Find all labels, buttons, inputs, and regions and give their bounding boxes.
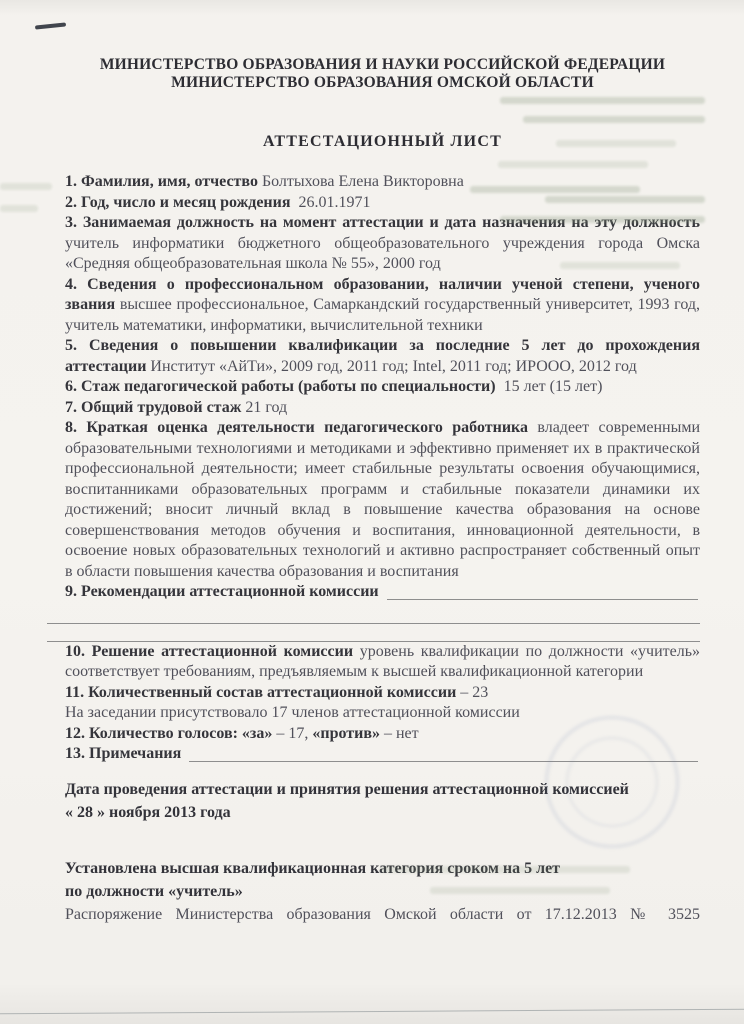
bleed-through-artifact [498, 161, 648, 168]
item-4-label: 4. Сведения о профессиональном образовании, наличии ученой степени, ученого звания [65, 275, 700, 313]
bleed-through-artifact [500, 216, 705, 223]
item-1-value: Болтыхова Елена Викторовна [261, 173, 464, 190]
item-6-value: 15 лет (15 лет) [503, 378, 603, 395]
bleed-through-artifact [560, 262, 680, 269]
order-reference-line: Распоряжение Министерства образования Омской области от 17.12.2013 № 3525 [65, 905, 700, 923]
blank-write-line [47, 624, 700, 642]
item-11-label: 11. Количественный состав аттестационной комиссии [65, 683, 457, 701]
item-4-education [65, 275, 700, 337]
item-9-label: 9. Рекомендации аттестационной комиссии [65, 583, 379, 600]
item-5-value: Институт «АйТи», 2009 год, 2011 год; Intel, 2011 год; ИРООО, 2012 год [150, 357, 637, 375]
blank-write-line [387, 582, 698, 600]
document-body [65, 172, 700, 765]
item-1-label: 1. Фамилия, имя, отчество [65, 173, 258, 190]
item-2-value: 26.01.1971 [298, 193, 371, 211]
item-12-votes-against: – нет [383, 724, 419, 742]
document-title: АТТЕСТАЦИОННЫЙ ЛИСТ [263, 133, 502, 150]
bleed-through-artifact [523, 116, 705, 123]
item-7-label: 7. Общий трудовой стаж [65, 398, 242, 416]
blank-write-line [47, 603, 700, 624]
item-7-total-experience [65, 398, 700, 419]
bleed-through-artifact [500, 97, 705, 104]
item-3-label: 3. Занимаемая должность на момент аттестации и дата назначения на эту должность [65, 214, 700, 231]
item-8-evaluation [65, 418, 700, 582]
item-3-value: учитель информатики бюджетного общеобразовательного учреждения города Омска «Средняя общеобразовательная школа № 55», 2000 год [65, 234, 700, 272]
item-8-label: 8. Краткая оценка деятельности педагогического работника [65, 419, 529, 436]
item-11-value: – 23 [460, 683, 489, 701]
category-line-2: по должности «учитель» [65, 882, 243, 900]
stamp-bleed-artifact [545, 716, 679, 848]
bleed-through-artifact [556, 140, 676, 147]
ministry-line-1: МИНИСТЕРСТВО ОБРАЗОВАНИЯ И НАУКИ РОССИЙСКОЙ ФЕДЕРАЦИИ [99, 56, 666, 73]
bleed-through-artifact [380, 866, 630, 873]
attestation-date-line-2: « 28 » ноября 2013 года [65, 803, 231, 821]
item-4-value: высшее профессиональное, Самаркандский государственный университет, 1993 год, учитель математики, информатики, вычислительной техники [65, 296, 701, 334]
item-6-label: 6. Стаж педагогической работы (работы по специальности) [65, 378, 496, 395]
item-10-value: уровень квалификации по должности «учитель» соответствует требованиям, предъявляемым к высшей квалификационной категории [65, 642, 701, 680]
bleed-through-artifact [545, 196, 705, 203]
item-5-label: 5. Сведения о повышении квалификации за последние 5 лет до прохождения аттестации [65, 337, 700, 375]
item-6-teaching-experience [65, 377, 700, 398]
attendance-text: На заседании присутствовало 17 членов аттестационной комиссии [65, 704, 520, 721]
bleed-through-artifact [470, 186, 640, 193]
category-line-1: Установлена высшая квалификационная категория сроком на 5 лет [65, 859, 561, 877]
ministry-line-2: МИНИСТЕРСТВО ОБРАЗОВАНИЯ ОМСКОЙ ОБЛАСТИ [171, 73, 594, 91]
item-12-votes-for: – 17, [276, 724, 309, 742]
item-13-label: 13. Примечания [65, 745, 182, 762]
attestation-date-line-1: Дата проведения аттестации и принятия решения аттестационной комиссией [65, 780, 629, 798]
item-9-recommendations [65, 582, 700, 603]
item-10-decision [65, 642, 700, 683]
item-11-commission-size [65, 683, 700, 704]
item-10-label: 10. Решение аттестационной комиссии [65, 642, 354, 660]
item-5-training [65, 336, 700, 377]
bleed-through-artifact [0, 183, 52, 190]
item-7-value: 21 год [245, 398, 288, 416]
letterhead [65, 56, 700, 91]
bleed-through-artifact [430, 887, 610, 894]
item-2-label: 2. Год, число и месяц рождения [65, 193, 291, 211]
bleed-through-artifact [0, 205, 38, 212]
item-12-label: 12. Количество голосов: «за» [65, 724, 273, 742]
item-8-value: владеет современными образовательными технологиями и методиками и эффективно применяет их в практической профессиональной деятельности; имеет стабильные результаты освоения обучающимися, воспитанниками образовательных программ и стабильные показатели динамики их достижений; вносит личный вклад в повышение качества образования на основе совершенствования методов обучения и воспитания, инновационной деятельности, в освоение новых образовательных технологий и активно распространяет собственный опыт в области повышения качества образования и воспитания [65, 419, 701, 580]
item-12-label-against: «против» [312, 724, 380, 742]
